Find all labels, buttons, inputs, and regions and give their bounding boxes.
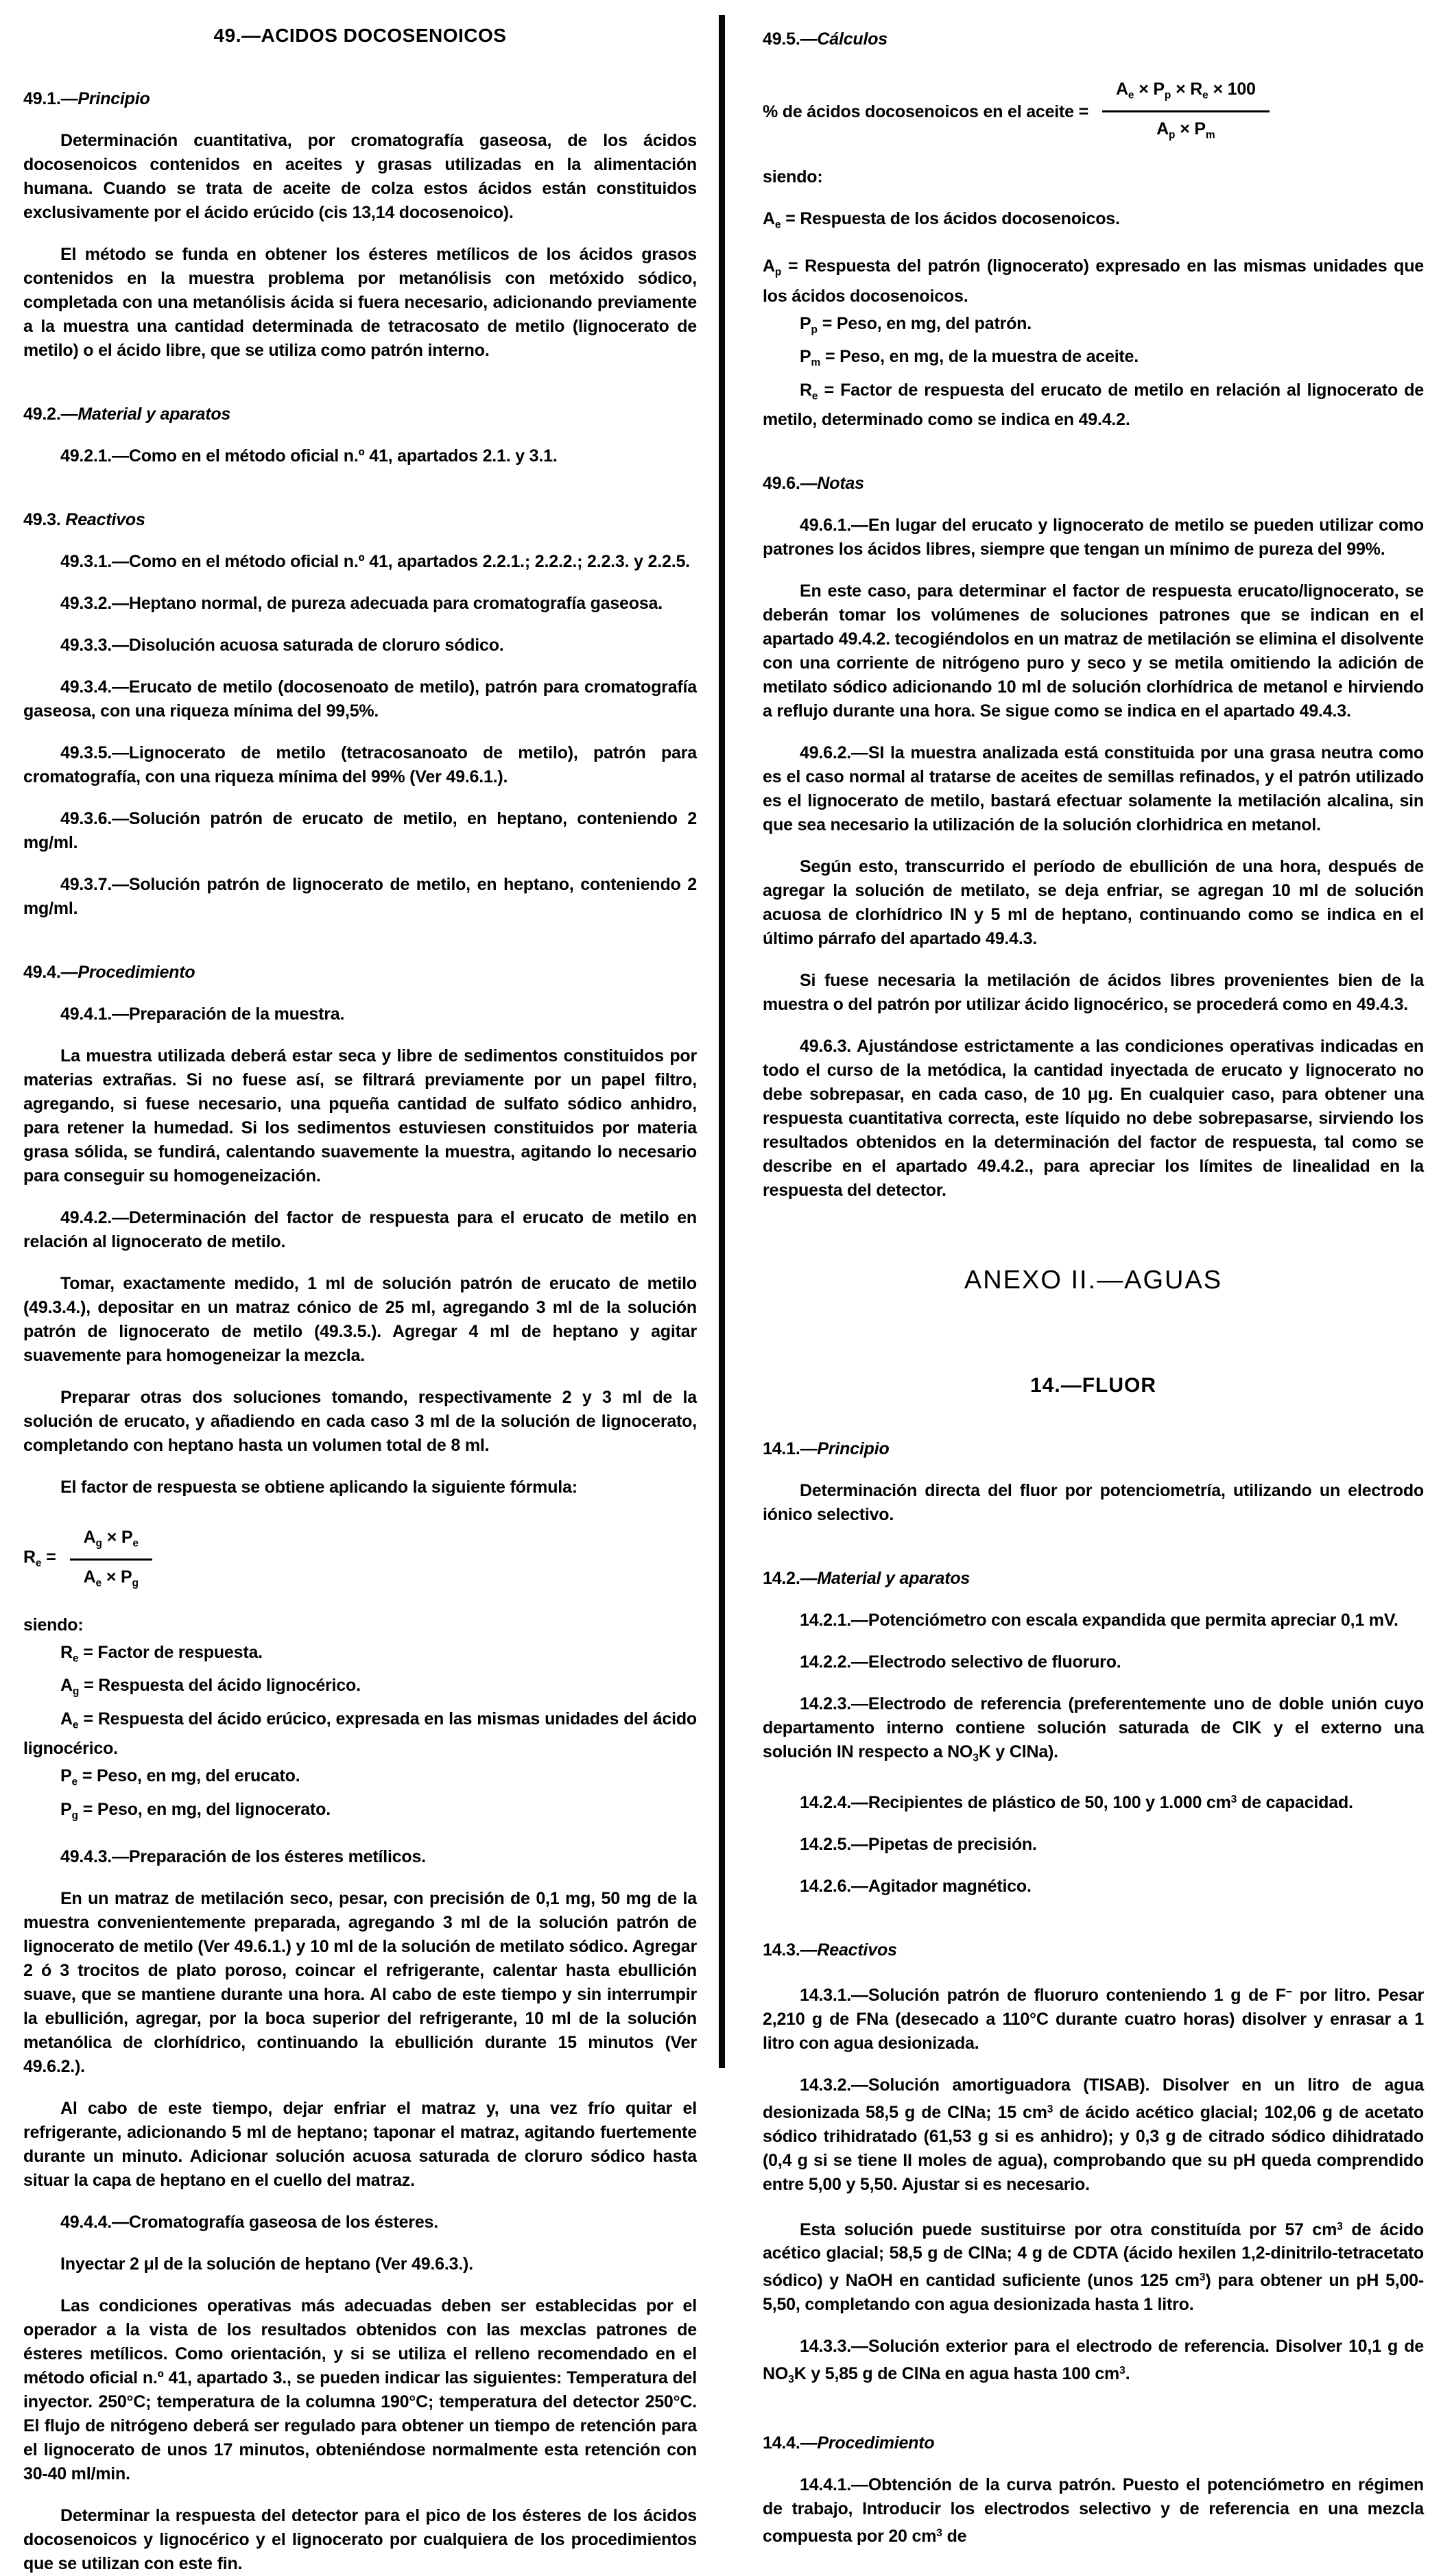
definition: $A_p$ = Respuesta del patrón (lignocerato) expresado en las mismas unidades que los ácidos docosenoicos. [763, 256, 1424, 306]
heading-label: Reactivos [65, 510, 145, 529]
formula-lhs: $R_e$ = [23, 1548, 56, 1569]
paragraph: 49.3.1.—Como en el método oficial n.º 41, apartados 2.2.1.; 2.2.2.; 2.2.3. y 2.2.5. [60, 552, 690, 571]
heading-label: Principio [78, 89, 150, 108]
paragraph: 49.2.1.—Como en el método oficial n.º 41, apartados 2.1. y 3.1. [60, 446, 558, 466]
paragraph: Al cabo de este tiempo, dejar enfriar el matraz y, una vez frío quitar el refrigerante, adicionando 5 ml de heptano; taponar el matraz, agitando fuertemente durante un minuto. Adicionar solución acuosa saturada de cloruro sódico hasta situar la capa de heptano en el cuello del matraz. [23, 2098, 697, 2190]
heading-label: Reactivos [817, 1940, 897, 1960]
paragraph: El factor de respuesta se obtiene aplicando la siguiente fórmula: [60, 1478, 577, 1497]
paragraph: 49.6.2.—SI la muestra analizada está constituida por una grasa neutra como es el caso normal al tratarse de aceites de semillas refinados, y el patrón utilizado es el lignocerato de metilo, bastará efectuar solamente la metilación alcalina, sin que sea necesario la utilización de la solución clorhidrica en metanol. [763, 743, 1424, 834]
paragraph: 49.3.2.—Heptano normal, de pureza adecuada para cromatografía gaseosa. [60, 594, 663, 613]
heading-number: 49.3. [23, 510, 66, 529]
paragraph: siendo: [763, 167, 823, 186]
paragraph: 49.4.1.—Preparación de la muestra. [60, 1004, 345, 1024]
paragraph: 49.4.2.—Determinación del factor de respuesta para el erucato de metilo en relación al lignocerato de metilo. [23, 1208, 697, 1251]
subsection-heading [763, 1567, 1424, 1591]
formula-lhs: % de ácidos docosenoicos en el aceite = [763, 102, 1089, 122]
paragraph: 14.3.1.—Solución patrón de fluoruro conteniendo 1 g de F− por litro. Pesar 2,210 g de FNa (desecado a 110°C durante cuatro horas) disolver y enrasar a 1 litro con agua desionizada. [763, 1985, 1424, 2053]
formula [763, 77, 1424, 147]
definition: $A_g$ = Respuesta del ácido lignocérico. [60, 1676, 361, 1698]
definition: $R_e$ = Factor de respuesta. [60, 1642, 263, 1665]
paragraph: La muestra utilizada deberá estar seca y libre de sedimentos constituidos por materias extrañas. Si no fuese así, se filtrará previamente por un papel filtro, agregando, si fuese necesario, una pqueña cantidad de sulfato sódico anhidro, para retener la humedad. Si los sedimentos estuviesen constituidos por materia grasa sólida, se fundirá, calentando suavemente la muestra, agitando lo necesario para conseguir su homogeneización. [23, 1046, 697, 1185]
heading-number: 49.5.— [763, 29, 818, 49]
heading-number: 49.6.— [763, 473, 818, 493]
definition: $P_m$ = Peso, en mg, de la muestra de aceite. [800, 347, 1139, 369]
definition: $A_e$ = Respuesta del ácido erúcico, expresada en las mismas unidades del ácido lignocérico. [23, 1709, 697, 1759]
subsection-heading [763, 27, 1424, 51]
annex-title: ANEXO II.—AGUAS [964, 1265, 1223, 1295]
paragraph: 49.3.7.—Solución patrón de lignocerato de metilo, en heptano, conteniendo 2 mg/ml. [23, 875, 697, 918]
formula [23, 1526, 697, 1596]
paragraph: 14.3.3.—Solución exterior para el electrodo de referencia. Disolver 10,1 g de $NO_3K$ y 5,85 g de ClNa en agua hasta 100 $cm^3$. [763, 2337, 1424, 2386]
subsection-heading [23, 402, 697, 426]
subsection-heading [763, 1938, 1424, 1962]
paragraph: 49.3.4.—Erucato de metilo (docosenoato de metilo), patrón para cromatografía gaseosa, con una riqueza mínima del 99,5%. [23, 677, 697, 721]
heading-number: 49.1.— [23, 89, 78, 108]
paragraph: 49.4.4.—Cromatografía gaseosa de los ésteres. [60, 2212, 438, 2232]
paragraph: 49.3.3.—Disolución acuosa saturada de cloruro sódico. [60, 636, 504, 655]
paragraph: 14.2.3.—Electrodo de referencia (preferentemente uno de doble unión cuyo departamento interno contiene solución saturada de ClK y el externo una solución IN respecto a $NO_3K$ y ClNa). [763, 1694, 1424, 1764]
subsection-heading [23, 961, 697, 985]
definition: $P_g$ = Peso, en mg, del lignocerato. [60, 1799, 331, 1821]
paragraph: Según esto, transcurrido el período de ebullición de una hora, después de agregar la solución de metilato, se deja enfriar, se agregan 10 ml de solución acuosa de clorhídrico IN y 5 ml de heptano, continuando como se indica en el último párrafo del apartado 49.4.3. [763, 856, 1424, 948]
paragraph: Las condiciones operativas más adecuadas deben ser establecidas por el operador a la vista de los resultados obtenidos con las mexclas patrones de ésteres metílicos. Como orientación, y si se utiliza el relleno recomendado en el método oficial n.º 41, apartado 3., se pueden indicar las siguientes: Temperatura del inyector. 250°C; temperatura de la columna 190°C; temperatura del detector 250°C. El flujo de nitrógeno deberá ser regulado para obtener un tiempo de retención para el lignocerato de unos 17 minutos, obteniéndose normalmente esta retención con 30-40 ml/min. [23, 2296, 697, 2483]
paragraph: En un matraz de metilación seco, pesar, con precisión de 0,1 mg, 50 mg de la muestra convenientemente preparada, agregando 3 ml de la solución patrón de lignocerato de metilo (Ver 49.6.1.) y 10 ml de la solución de metilato sódico. Agregar 2 ó 3 trocitos de plato poroso, coincar el refrigerante, calentar hasta ebullición suave, que se mantiene durante una hora. Al cabo de este tiempo y sin interrumpir la ebullición, agregar, por la boca superior del refrigerante, 10 ml de la solución metanólica de clorhídrico, continuando la ebullición durante 15 minutos (Ver 49.6.2.). [23, 1888, 697, 2076]
heading-label: Cálculos [817, 29, 888, 49]
subsection-heading [23, 508, 697, 532]
paragraph: En este caso, para determinar el factor de respuesta erucato/lignocerato, se deberán tomar los volúmenes de soluciones patrones que se indican en el apartado 49.4.2. tecogiéndolos en un matraz de metilación se elimina el disolvente con una corriente de nitrógeno puro y seco y se metila omitiendo la adición de metilato sódico adicionando 10 ml de solución clorhídrica de metanol e hirviendo a reflujo durante una hora. Se sigue como se indica en el apartado 49.4.3. [763, 581, 1424, 721]
paragraph: 14.2.6.—Agitador magnético. [800, 1877, 1032, 1897]
heading-number: 49.4.— [23, 963, 78, 982]
paragraph: Preparar otras dos soluciones tomando, respectivamente 2 y 3 ml de la solución de erucato, y añadiendo en cada caso 3 ml de la solución de lignocerato, completando con heptano hasta un volumen total de 8 ml. [23, 1388, 697, 1455]
definition: $R_e$ = Factor de respuesta del erucato de metilo en relación al lignocerato de metilo, determinado como se indica en 49.4.2. [763, 380, 1424, 429]
formula-numerator: $A_e \times P_p \times R_e \times 100$ [1102, 77, 1270, 112]
subsection-heading [763, 2431, 1424, 2455]
paragraph: Determinación cuantitativa, por cromatografía gaseosa, de los ácidos docosenoicos contenidos en aceites y grasas utilizadas en la alimentación humana. Cuando se trata de aceite de colza estos ácidos están constituidos exclusivamente por el ácido erúcido (cis 13,14 docosenoico). [23, 131, 697, 222]
heading-label: Material y aparatos [78, 405, 231, 424]
paragraph: Determinar la respuesta del detector para el pico de los ésteres de los ácidos docosenoicos y lignocérico y el lignocerato por cualquiera de los procedimientos que se utilizan con este fin. [23, 2505, 697, 2573]
paragraph: El método se funda en obtener los ésteres metílicos de los ácidos grasos contenidos en la muestra problema por metanólisis con metóxido sódico, completada con una metanólisis ácida si fuera necesario, adicionando previamente a la muestra una cantidad determinada de tetracosato de metilo (lignocerato de metilo) o el ácido libre, que se utiliza como patrón interno. [23, 245, 697, 360]
heading-number: 14.3.— [763, 1940, 818, 1960]
paragraph: Inyectar 2 μl de la solución de heptano (Ver 49.6.3.). [60, 2254, 473, 2274]
paragraph: 49.3.6.—Solución patrón de erucato de metilo, en heptano, conteniendo 2 mg/ml. [23, 809, 697, 852]
heading-number: 14.1.— [763, 1439, 818, 1458]
paragraph: Determinación directa del fluor por potenciometría, utilizando un electrodo iónico selectivo. [763, 1480, 1424, 1524]
formula-fraction [1102, 77, 1270, 147]
paragraph: 14.3.2.—Solución amortiguadora (TISAB). Disolver en un litro de agua desionizada 58,5 g de ClNa; 15 $cm^3$ de ácido acético glacial; 102,06 g de acetato sódico trihidratado (61,53 g si es anhidro); y 0,3 g de citrado sódico dihidratado (0,4 g si se tiene II moles de agua), comprobando que su pH queda comprendido entre 5,00 y 5,50. Ajustar si es necesario. [763, 2075, 1424, 2194]
column-divider-line [719, 15, 725, 2068]
right-column [763, 0, 1424, 2549]
heading-label: Material y aparatos [817, 1568, 970, 1588]
heading-label: Notas [817, 473, 864, 493]
left-column [23, 0, 697, 2576]
paragraph: siendo: [23, 1615, 84, 1635]
heading-number: 14.4.— [763, 2433, 818, 2453]
heading-number: 49.2.— [23, 405, 78, 424]
paragraph: 49.3.5.—Lignocerato de metilo (tetracosanoato de metilo), patrón para cromatografía, con una riqueza mínima del 99% (Ver 49.6.1.). [23, 743, 697, 786]
paragraph: 49.6.1.—En lugar del erucato y lignocerato de metilo se pueden utilizar como patrones los ácidos libres, siempre que tengan un mínimo de pureza del 99%. [763, 515, 1424, 559]
paragraph: 49.6.3. Ajustándose estrictamente a las condiciones operativas indicadas en todo el curso de la metódica, la cantidad inyectada de erucato y lignocerato no debe sobrepasar, en cada caso, de 10 μg. En cualquier caso, para obtener una respuesta cuantitativa correcta, este líquido no debe sobrepasarse, sirviendo los resultados obtenidos en la determinación del factor de respuesta, tal como se describe en el apartado 49.4.2., para apreciar los límites de linealidad en la respuesta del detector. [763, 1036, 1424, 1200]
formula-numerator: $A_g \times P_e$ [70, 1526, 152, 1561]
definition: $A_e$ = Respuesta de los ácidos docosenoicos. [763, 208, 1120, 231]
definition: $P_p$ = Peso, en mg, del patrón. [800, 313, 1032, 336]
chapter-title: 14.—FLUOR [1029, 1373, 1157, 1397]
heading-label: Procedimiento [817, 2433, 935, 2453]
paragraph: Esta solución puede sustituirse por otra constituída por 57 $cm^3$ de ácido acético glacial; 58,5 g de ClNa; 4 g de CDTA (ácido hexilen 1,2-dinitrilo-tetracetato sódico) y NaOH en cantidad suficiente (unos 125 $cm^3$) para obtener un pH 5,00-5,50, completando con agua desionizada hasta 1 litro. [763, 2219, 1424, 2315]
paragraph: 14.2.2.—Electrodo selectivo de fluoruro. [800, 1652, 1121, 1672]
paragraph: 14.4.1.—Obtención de la curva patrón. Puesto el potenciómetro en régimen de trabajo, Introducir los electrodos selectivo y de referencia en una mezcla compuesta por 20 $cm^3$ de [763, 2475, 1424, 2547]
formula-fraction [70, 1526, 152, 1596]
section-title: 49.—ACIDOS DOCOSENOICOS [213, 25, 507, 46]
subsection-heading [763, 472, 1424, 496]
paragraph: 14.2.1.—Potenciómetro con escala expandida que permita apreciar 0,1 mV. [800, 1610, 1398, 1630]
formula-denominator: $A_e \times P_g$ [83, 1567, 139, 1589]
formula-denominator: $A_p \times P_m$ [1156, 119, 1215, 141]
paragraph: 14.2.4.—Recipientes de plástico de 50, 100 y 1.000 $cm^3$ de capacidad. [800, 1793, 1353, 1813]
paragraph: Tomar, exactamente medido, 1 ml de solución patrón de erucato de metilo (49.3.4.), depositar en un matraz cónico de 25 ml, agregando 3 ml de la solución patrón de lignocerato de metilo (49.3.5.). Agregar 4 ml de heptano y agitar suavemente para homogeneizar la mezcla. [23, 1274, 697, 1365]
heading-number: 14.2.— [763, 1568, 818, 1588]
definition: $P_e$ = Peso, en mg, del erucato. [60, 1766, 300, 1788]
paragraph: Si fuese necesaria la metilación de ácidos libres provenientes bien de la muestra o del patrón por utilizar ácido lignocérico, se procederá como en 49.4.3. [763, 970, 1424, 1014]
paragraph: 49.4.3.—Preparación de los ésteres metílicos. [60, 1846, 426, 1866]
subsection-heading [23, 87, 697, 111]
paragraph: 14.2.5.—Pipetas de precisión. [800, 1835, 1037, 1855]
subsection-heading [763, 1437, 1424, 1461]
heading-label: Principio [817, 1439, 890, 1458]
heading-label: Procedimiento [78, 963, 195, 982]
